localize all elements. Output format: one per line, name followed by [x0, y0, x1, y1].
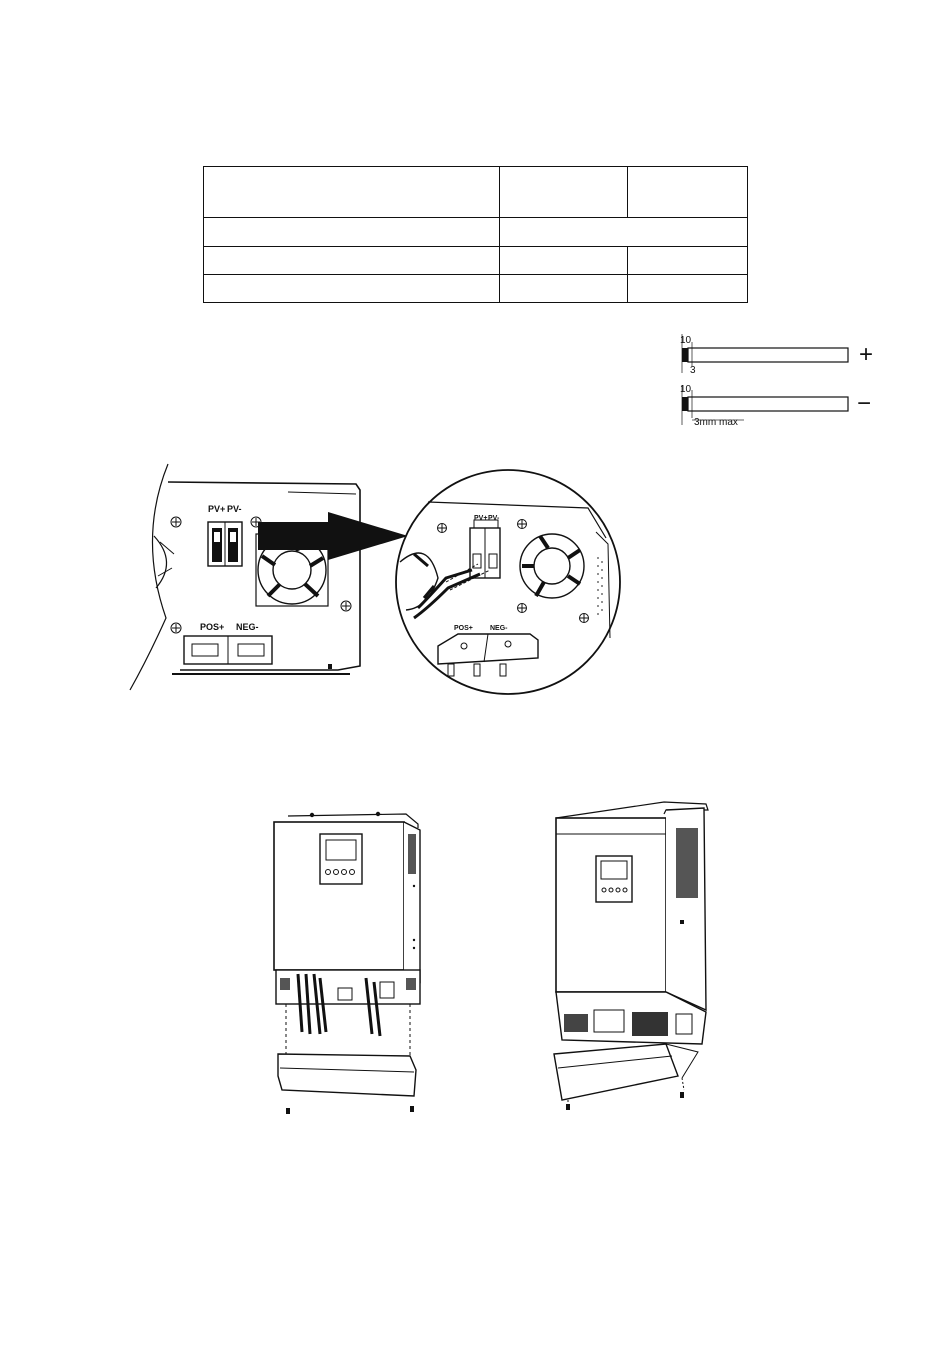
pv-minus-label: PV- — [227, 504, 242, 514]
pos-plus-label: POS+ — [454, 625, 473, 632]
table-cell — [204, 218, 500, 246]
table-cell — [628, 274, 748, 302]
front-view-cover-removed — [268, 806, 438, 1124]
table-cell — [204, 167, 500, 218]
plus-sign: + — [859, 341, 874, 368]
screw-icon — [680, 1092, 684, 1098]
pv-plus-label: PV+ — [208, 504, 226, 514]
screw-icon — [286, 1108, 290, 1114]
pos-plus-label: POS+ — [200, 622, 225, 632]
positive-wire — [680, 334, 873, 376]
table-cell — [500, 246, 628, 274]
dim-label: 3 — [690, 365, 696, 376]
screw-icon — [171, 517, 181, 527]
screw-icon — [410, 1106, 414, 1112]
screw-icon — [580, 614, 589, 623]
pv-minus-label: PV- — [488, 515, 500, 522]
screw-icon — [341, 601, 351, 611]
arrow-icon — [258, 512, 408, 560]
minus-sign: − — [857, 390, 872, 417]
angled-view-cover-removed — [548, 800, 718, 1124]
table-cell — [204, 246, 500, 274]
table-cell — [500, 167, 628, 218]
negative-wire — [680, 384, 871, 428]
table-row — [204, 274, 748, 302]
zoom-detail-circle — [396, 470, 620, 694]
screw-icon — [438, 524, 447, 533]
pv-plus-label: PV+ — [474, 515, 488, 522]
table-row — [204, 218, 748, 246]
neg-minus-label: NEG- — [490, 625, 508, 632]
screw-icon — [518, 520, 527, 529]
table-cell — [204, 274, 500, 302]
pv-terminal-block — [208, 522, 242, 566]
table-cell — [500, 274, 628, 302]
spec-table — [203, 166, 748, 303]
dim-label: 10 — [680, 384, 692, 395]
bottom-cover — [554, 1044, 698, 1100]
dim-label: 3mm max — [694, 417, 738, 428]
table-row — [204, 167, 748, 218]
pv-terminal-illustration — [128, 458, 628, 698]
screw-icon — [171, 623, 181, 633]
neg-minus-label: NEG- — [236, 622, 259, 632]
table-row — [204, 246, 748, 274]
dim-label: 10 — [680, 335, 692, 346]
table-cell — [628, 167, 748, 218]
screw-icon — [518, 604, 527, 613]
battery-terminal-block — [184, 636, 272, 664]
screw-icon — [566, 1104, 570, 1110]
bottom-cover — [278, 1054, 416, 1096]
table-cell — [500, 218, 748, 246]
wire-strip-diagram — [670, 328, 890, 432]
table-cell — [628, 246, 748, 274]
